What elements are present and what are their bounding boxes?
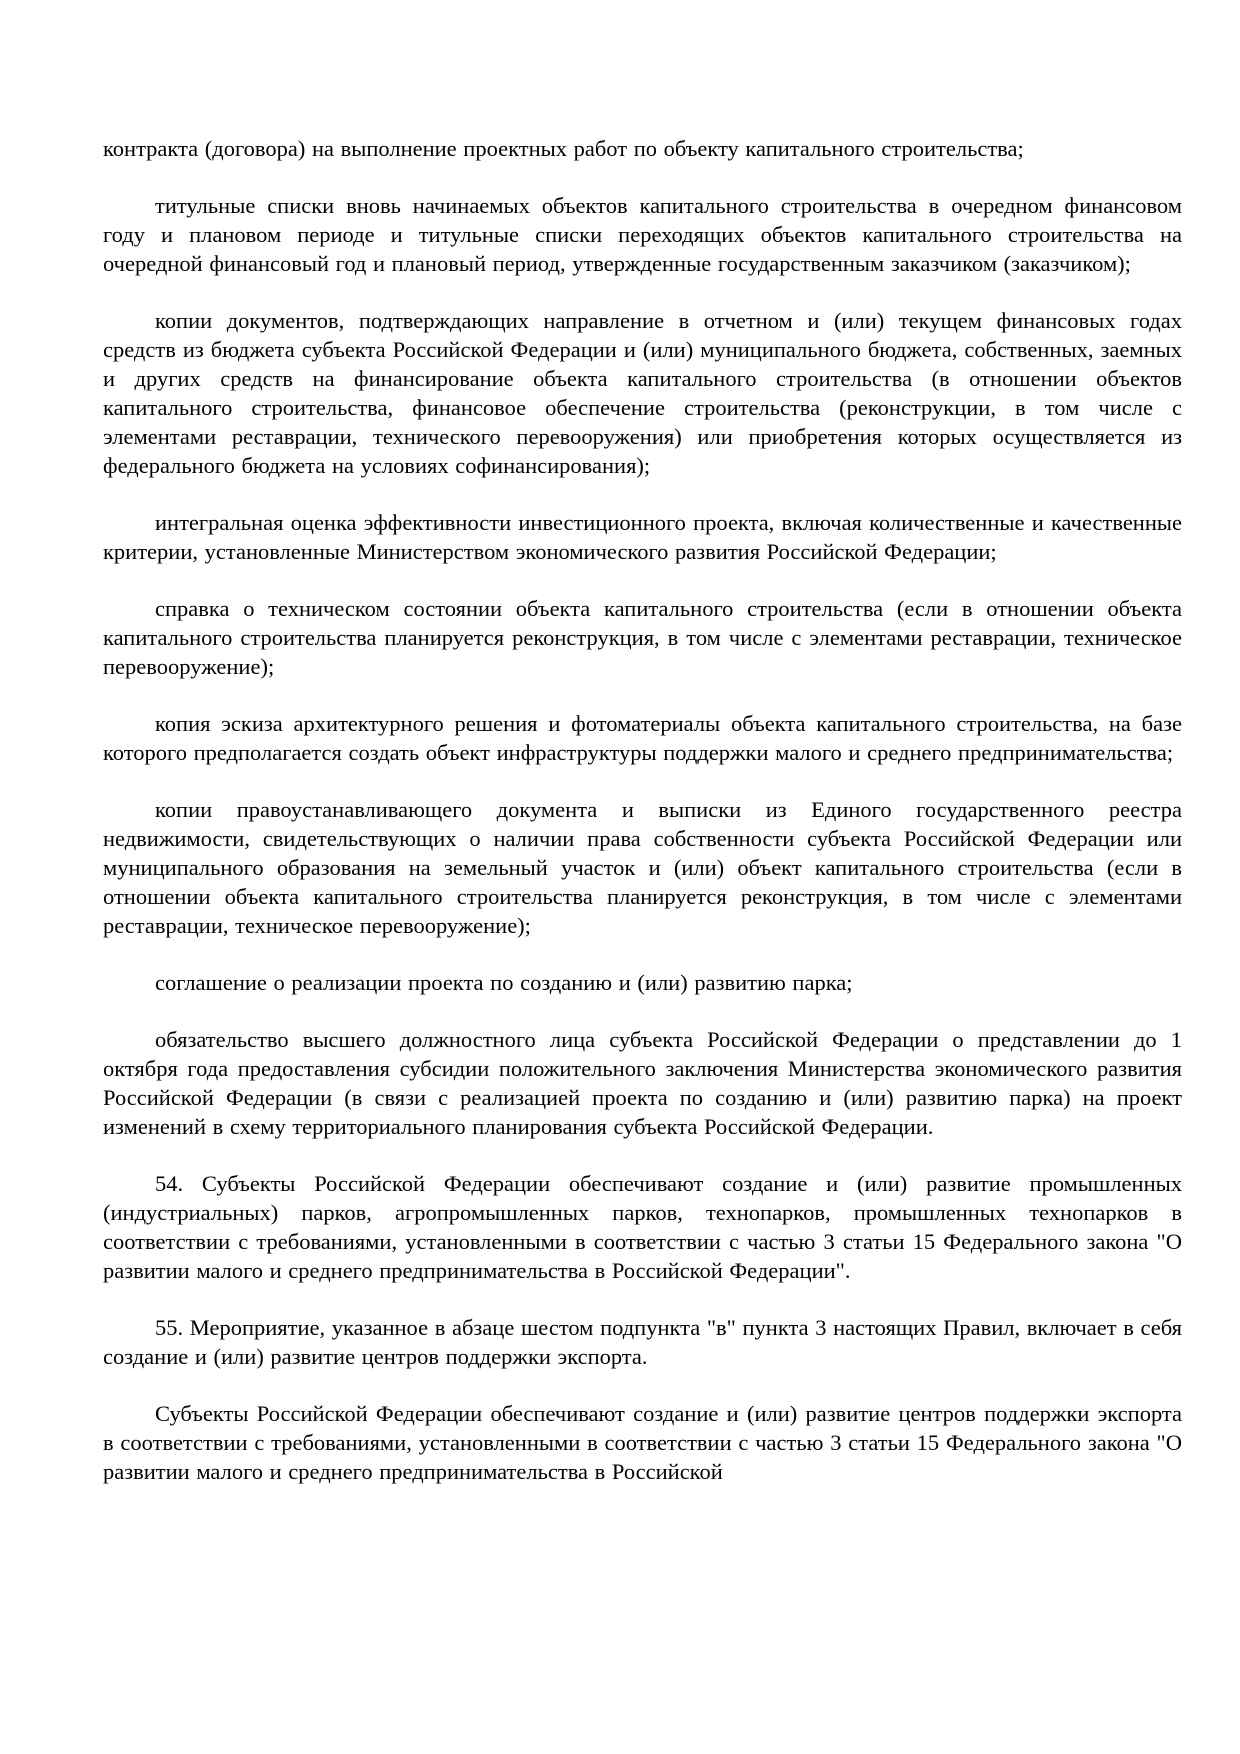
paragraph-2: титульные списки вновь начинаемых объектов капитального строительства в очередном финансовом году и плановом периоде и титульные списки переходящих объектов капитального строительства на очередной финансовый год и плановый период, утвержденные государственным заказчиком (заказчиком); bbox=[103, 193, 1182, 276]
paragraph-10: 54. Субъекты Российской Федерации обеспечивают создание и (или) развитие промышленных (индустриальных) парков, агропромышленных парков, технопарков, промышленных технопарков в соответствии с требованиями, установленными в соответствии с частью 3 статьи 15 Федерального закона "О развитии малого и среднего предпринимательства в Российской Федерации". bbox=[103, 1171, 1182, 1283]
paragraph-3: копии документов, подтверждающих направление в отчетном и (или) текущем финансовых годах средств из бюджета субъекта Российской Федерации и (или) муниципального бюджета, собственных, заемных и других средств на финансирование объекта капитального строительства (в отношении объектов капитального строительства, финансовое обеспечение строительства (реконструкции, в том числе с элементами реставрации, технического перевооружения) или приобретения которых осуществляется из федерального бюджета на условиях софинансирования); bbox=[103, 308, 1182, 478]
paragraph-9: обязательство высшего должностного лица субъекта Российской Федерации о представлении до 1 октября года предоставления субсидии положительного заключения Министерства экономического развития Российской Федерации (в связи с реализацией проекта по созданию и (или) развитию парка) на проект изменений в схему территориального планирования субъекта Российской Федерации. bbox=[103, 1027, 1182, 1139]
document-body bbox=[103, 134, 1182, 1486]
paragraph-7: копии правоустанавливающего документа и выписки из Единого государственного реестра недвижимости, свидетельствующих о наличии права собственности субъекта Российской Федерации или муниципального образования на земельный участок и (или) объект капитального строительства (если в отношении объекта капитального строительства планируется реконструкция, в том числе с элементами реставрации, техническое перевооружение); bbox=[103, 797, 1182, 938]
paragraph-1: контракта (договора) на выполнение проектных работ по объекту капитального строительства; bbox=[103, 136, 1024, 161]
paragraph-12: Субъекты Российской Федерации обеспечивают создание и (или) развитие центров поддержки экспорта в соответствии с требованиями, установленными в соответствии с частью 3 статьи 15 Федерального закона "О развитии малого и среднего предпринимательства в Российской bbox=[103, 1401, 1182, 1484]
paragraph-11: 55. Мероприятие, указанное в абзаце шестом подпункта "в" пункта 3 настоящих Правил, включает в себя создание и (или) развитие центров поддержки экспорта. bbox=[103, 1315, 1182, 1369]
paragraph-8: соглашение о реализации проекта по созданию и (или) развитию парка; bbox=[155, 970, 853, 995]
paragraph-4: интегральная оценка эффективности инвестиционного проекта, включая количественные и качественные критерии, установленные Министерством экономического развития Российской Федерации; bbox=[103, 510, 1182, 564]
paragraph-5: справка о техническом состоянии объекта капитального строительства (если в отношении объекта капитального строительства планируется реконструкция, в том числе с элементами реставрации, техническое перевооружение); bbox=[103, 596, 1182, 679]
paragraph-6: копия эскиза архитектурного решения и фотоматериалы объекта капитального строительства, на базе которого предполагается создать объект инфраструктуры поддержки малого и среднего предпринимательства; bbox=[103, 711, 1182, 765]
